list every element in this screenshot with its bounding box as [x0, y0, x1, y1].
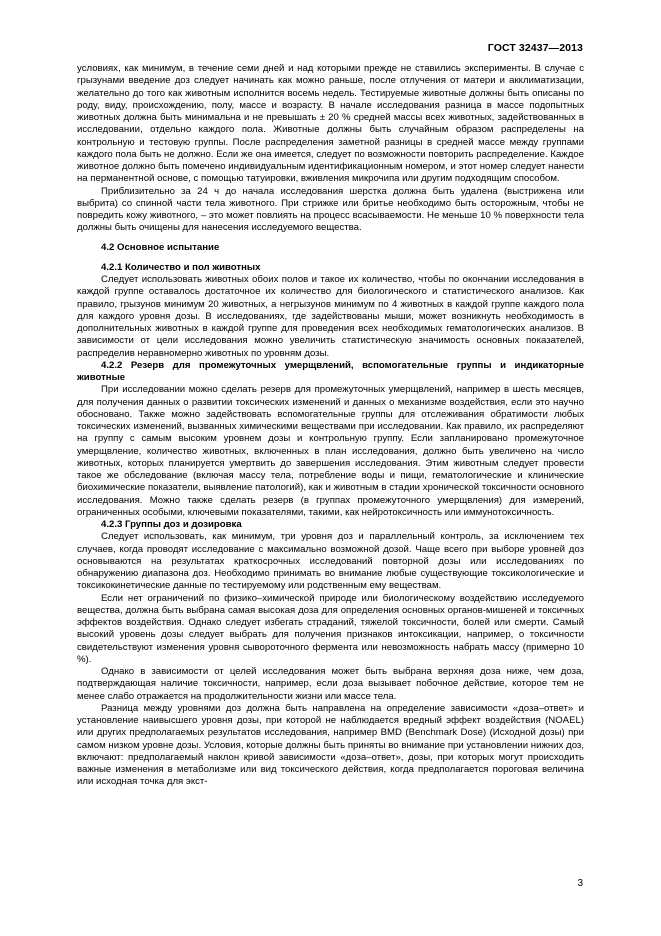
paragraph-dose-spacing: Разница между уровнями доз должна быть направлена на определение зависимости «доза–ответ» и установление наивысшего уровня дозы, при которой не наблюдается вредный эффект воздействия (NOAEL) или других предполагаемых результатов исследования, например BMD (Benchmark Dose) (Исходной дозы) при самом низком уровне дозы. Условия, которые должны быть приняты во внимание при установлении нижних доз, включают: предполагаемый наклон кривой зависимости «доза–ответ», дозы, при которых могут происходить важные изменения в метаболизме или вид токсического действия, когда предполагается пороговая величина или исходная точка для экст-	[77, 702, 584, 788]
section-heading-4-2-2: 4.2.2 Резерв для промежуточных умерщвлений, вспомогательные группы и индикаторные животные	[77, 359, 584, 383]
section-heading-4-2: 4.2 Основное испытание	[101, 241, 220, 253]
page-number: 3	[577, 878, 583, 889]
paragraph-interim-sacrifice: При исследовании можно сделать резерв для промежуточных умерщвлений, например в шесть месяцев, для получения данных о развитии токсических изменений и данных о механизме воздействия, если это научно обосновано. Также можно задействовать вспомогательные группы для отслеживания обратимости любых токсических изменений, вызванных химическими веществами при исследовании. Как правило, их распределяют на группу с самым высоким уровнем дозы и контрольную группу. Если запланировано промежуточное умерщвление, количество животных, включенных в план исследования, должно быть увеличено на число животных, которых планируется умертвить до завершения исследования. Этим животным следует провести такое же обследование (включая массу тела, потребление воды и пищи, гематологические и клинические биохимические показатели, выявление патологий), как и животным в стадии хронической токсичности основного исследования. Можно также сделать резерв (в группах промежуточного умерщвления) для измерений, ограниченных особыми, ключевыми показателями, такими, как нейротоксичность или иммунотоксичность.	[77, 384, 584, 518]
standard-code-header: ГОСТ 32437—2013	[487, 42, 583, 54]
section-heading-4-2-1: 4.2.1 Количество и пол животных	[101, 261, 261, 273]
section-heading-4-2-3: 4.2.3 Группы доз и дозировка	[101, 519, 242, 530]
paragraph-highest-dose: Если нет ограничений по физико–химической природе или биологическому воздействию исследуемого вещества, должна быть выбрана самая высокая доза для определения основных органов-мишеней и токсичных эффектов воздействия. Однако следует избегать страданий, тяжелой токсичности, болей или смерти. Самый высокий уровень дозы следует выбрать для получения признаков интоксикации, например, о токсичности свидетельствуют изменения уровня сывороточного фермента или невозможность набрать массу (примерно 10 %).	[77, 592, 584, 665]
paragraph-dose-levels: Следует использовать, как минимум, три уровня доз и параллельный контроль, за исключением тех случаев, когда проводят исследование с максимально возможной дозой. Чаще всего при выборе уровней доз основываются на результатах краткосрочных исследований повторной дозы или исследованиях по обнаружению диапазона доз. Необходимо принимать во внимание любые существующие токсикологические и токсикокинетические данные по тестируемому или родственным ему веществам.	[77, 531, 584, 592]
paragraph-upper-dose: Однако в зависимости от целей исследования может быть выбрана верхняя доза ниже, чем доза, подтверждающая наличие токсичности, например, если доза вызывает побочное действие, которое тем не менее слабо отражается на продолжительности жизни или массе тела.	[77, 666, 584, 702]
document-body	[77, 63, 584, 789]
paragraph-fur-removal: Приблизительно за 24 ч до начала исследования шерстка должна быть удалена (выстрижена или выбрита) со спинной части тела животного. При стрижке или бритье необходимо быть осторожным, чтобы не повредить кожу животного, – это может повлиять на процесс всасываемости. Не меньше 10 % поверхности тела должны быть очищены для нанесения исследуемого вещества.	[77, 185, 584, 234]
paragraph-animal-count: Следует использовать животных обоих полов и такое их количество, чтобы по окончании исследования в каждой группе оставалось достаточное их количество для биологического и статистического анализов. Как правило, грызунов минимум 20 животных, а негрызунов минимум по 4 животных в каждой группе каждого пола для каждого уровня дозы. В исследованиях, где задействованы мыши, может возникнуть необходимость в дополнительных животных в каждой группе для проведения всех необходимых гематологических анализов. В зависимости от цели исследования можно увеличить статистическую значимость основных показателей, распределив неравномерно животных по уровням дозы.	[77, 274, 584, 359]
paragraph-animal-conditions: условиях, как минимум, в течение семи дней и над которыми прежде не ставились эксперименты. В случае с грызунами введение доз следует начинать как можно раньше, после отлучения от матери и акклиматизации, желательно до того как животным исполнится восемь недель. Тестируемые животные должны быть описаны по роду, виду, происхождению, полу, массе и возрасту. В начале исследования разница в массе подопытных животных должна быть минимальна и не превышать ± 20 % средней массы всех животных, задействованных в исследовании, отдельно каждого пола. Животные должны быть случайным образом распределены на контрольную и тестовую группы. После распределения заметной разницы в средней массе между группами каждого пола быть не должно. Если же она имеется, следует по возможности повторить распределение. Каждое животное должно быть помечено индивидуальным идентификационным номером, и этот номер следует нанести на перманентной основе, с помощью татуировки, вживления микрочипа или другим подходящим способом.	[77, 63, 584, 185]
